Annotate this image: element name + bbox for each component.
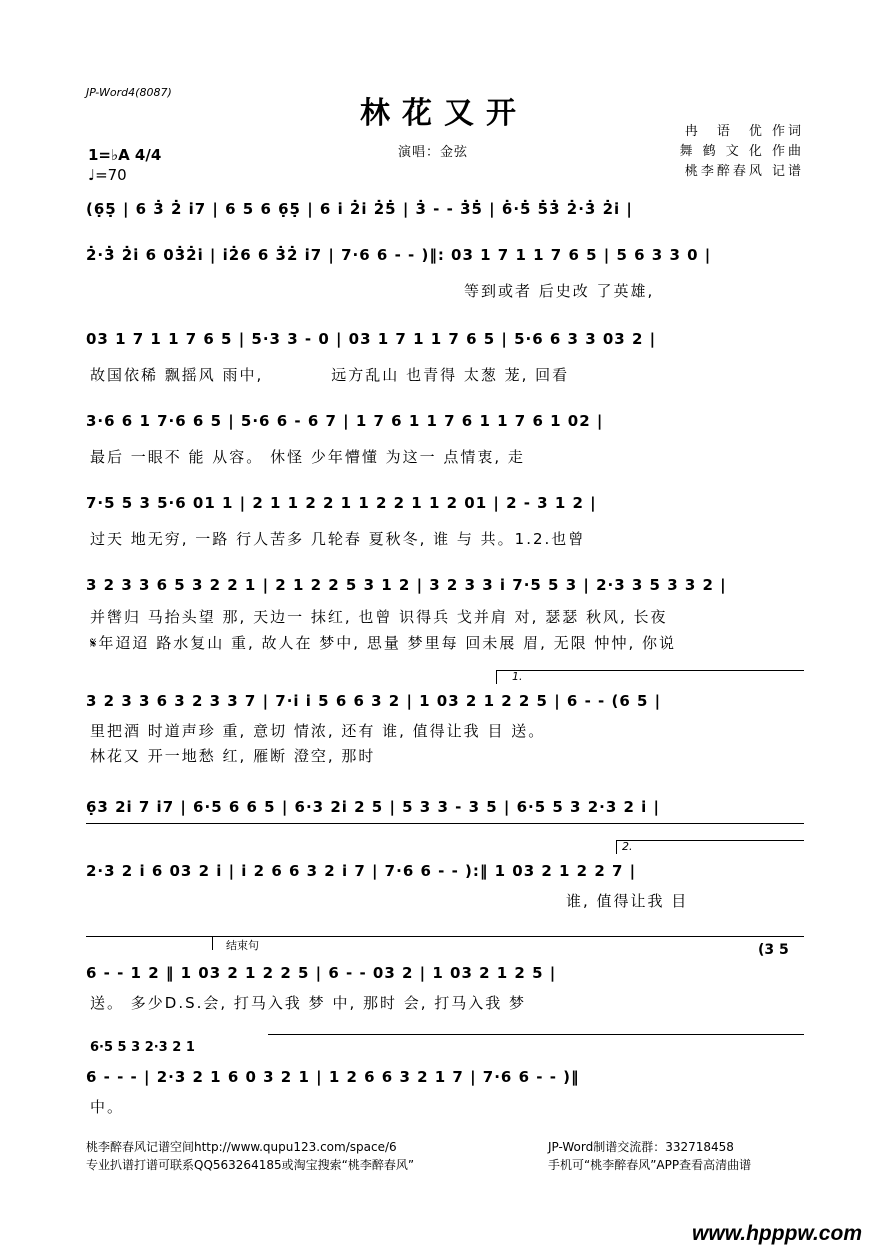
song-title: 林花又开 xyxy=(360,96,528,131)
notes-line: 6̣3 2i 7 i7 | 6·5 6 6 5 | 6·3 2i 2 5 | 5 3 3 - 3 5 | 6·5 5 3 2·3 2 i | xyxy=(86,798,660,816)
coda-label: 结束句 xyxy=(226,939,259,952)
volta-bracket-2-hook xyxy=(616,840,617,854)
volta-bracket-1 xyxy=(496,670,804,671)
staff-divider xyxy=(86,823,804,824)
footer-left xyxy=(86,1138,414,1174)
footer-right xyxy=(548,1138,751,1174)
score-system-9 xyxy=(86,860,806,922)
section-line-2 xyxy=(268,1034,804,1035)
lyric-line: 中。 xyxy=(90,1098,125,1116)
notes-line: 7·5 5 3 5·6 01 1 | 2 1 1 2 2 1 1 2 2 1 1 2 01 | 2 - 3 1 2 | xyxy=(86,494,597,512)
score-system-5 xyxy=(86,492,806,554)
coda-bracket-hook xyxy=(212,936,213,950)
lyric-line: 送。 多少D.S.会, 打马入我 梦 中, 那时 会, 打马入我 梦 xyxy=(90,994,527,1012)
lyric-line: 最后 一眼不 能 从容。 休怪 少年懵懂 为这一 点情衷, 走 xyxy=(90,448,525,466)
notes-line: (6̣5̣ | 6 3̇ 2̇ i̇7 | 6 5 6 6̣5̣ | 6 i̇ 2̇i̇ 2̇5̇ | 3̇ - - 3̇5̇ | 6̇·5̇ 5̇3̇ 2̇·3̇ 2̇i̇ | xyxy=(86,200,633,218)
notes-line: 6 - - 1 2 ‖ 1 03 2 1 2 2 5 | 6 - - 03 2 | 1 03 2 1 2 5 | xyxy=(86,964,557,982)
lyric-line: 等到或者 后史改 了英雄, xyxy=(90,282,655,300)
footer-contact: 专业扒谱打谱可联系QQ563264185或淘宝搜索“桃李醉春风” xyxy=(86,1158,415,1172)
notes-line: 2·3 2 i 6 03 2 i | i 2 6 6 3 2 i 7 | 7·6 6 - - ):‖ 1 03 2 1 2 2 7 | xyxy=(86,862,637,880)
score-system-11 xyxy=(86,1066,806,1128)
coda-bracket xyxy=(212,936,804,937)
volta-bracket-2 xyxy=(616,840,804,841)
volta-1-label: 1. xyxy=(512,670,523,683)
notes-line: 03 1 7 1 1 7 6 5 | 5·3 3 - 0 | 03 1 7 1 1 7 6 5 | 5·6 6 3 3 03 2 | xyxy=(86,330,657,348)
notes-line: 3 2 3 3 6 3 2 3 3 7 | 7·i i 5 6 6 3 2 | 1 03 2 1 2 2 5 | 6 - - (6 5 | xyxy=(86,692,662,710)
credit-transcriber: 桃李醉春风 记谱 xyxy=(684,164,804,179)
score-system-1 xyxy=(86,198,806,228)
credits xyxy=(679,122,804,182)
score-system-4 xyxy=(86,410,806,472)
footer-app: 手机可“桃李醉春风”APP查看高清曲谱 xyxy=(548,1158,752,1172)
lyric-line: 谁, 值得让我 目 xyxy=(90,892,689,910)
score-system-6 xyxy=(86,574,806,660)
credit-lyricist: 冉 语 优 作词 xyxy=(684,124,804,139)
notes-line: 3·6 6 1 7·6 6 5 | 5·6 6 - 6 7 | 1 7 6 1 1 7 6 1 1 7 6 1 02 | xyxy=(86,412,604,430)
score-system-10 xyxy=(86,962,806,1024)
score-system-2 xyxy=(86,244,806,306)
lyric-line-verse-1: 并辔归 马抬头望 那, 天边一 抹红, 也曾 识得兵 戈并肩 对, 瑟瑟 秋风, 长夜 xyxy=(90,608,668,626)
notes-line: 6 - - - | 2·3 2 1 6 0 3 2 1 | 1 2 6 6 3 2 1 7 | 7·6 6 - - )‖ xyxy=(86,1068,580,1086)
footer-link-text: 桃李醉春风记谱空间http://www.qupu123.com/space/6 xyxy=(86,1140,397,1154)
app-label: JP-Word4(8087) xyxy=(86,86,172,99)
volta-bracket-1-hook xyxy=(496,670,497,684)
score-system-7 xyxy=(86,690,806,770)
singer: 演唱：金弦 xyxy=(398,145,469,160)
cue-notes-paren: (3 5 xyxy=(758,942,789,958)
lyric-line-verse-2: 林花又 开一地愁 红, 雁断 澄空, 那时 xyxy=(90,747,376,765)
score-system-3 xyxy=(86,328,806,390)
tempo-mark: ♩=70 xyxy=(88,166,127,184)
volta-2-label: 2. xyxy=(622,840,633,853)
lyric-line: 故国依稀 飘摇风 雨中, 远方乱山 也青得 太葱 茏, 回看 xyxy=(90,366,570,384)
lyric-line-verse-1: 里把酒 时道声珍 重, 意切 情浓, 还有 谁, 值得让我 目 送。 xyxy=(90,722,546,740)
lyric-line-verse-2: 𝄋年迢迢 路水复山 重, 故人在 梦中, 思量 梦里每 回未展 眉, 无限 忡忡, 你说 xyxy=(90,634,676,652)
key-signature: 1=♭A 4/4 xyxy=(88,146,162,164)
watermark: www.hpppw.com xyxy=(692,1222,862,1245)
credit-composer: 舞 鹤 文 化 作曲 xyxy=(679,144,804,159)
cue-notes: 6·5 5 3 2·3 2 1 xyxy=(90,1040,195,1055)
section-line xyxy=(86,936,214,937)
lyric-line: 过天 地无穷, 一路 行人苦多 几轮春 夏秋冬, 谁 与 共。1.2.也曾 xyxy=(90,530,586,548)
score-system-8 xyxy=(86,796,806,826)
notes-line: 2̇·3̇ 2̇i̇ 6 03̇2̇i̇ | i̇2̇6 6 3̇2̇ i̇7 | 7·6 6 - - )‖: 03 1 7 1 1 7 6 5 | 5 6 3 3 0 | xyxy=(86,246,712,264)
footer-group: JP-Word制谱交流群：332718458 xyxy=(548,1140,734,1154)
notes-line: 3 2 3 3 6 5 3 2 2 1 | 2 1 2 2 5 3 1 2 | 3 2 3 3 i 7·5 5 3 | 2·3 3 5 3 3 2 | xyxy=(86,576,727,594)
